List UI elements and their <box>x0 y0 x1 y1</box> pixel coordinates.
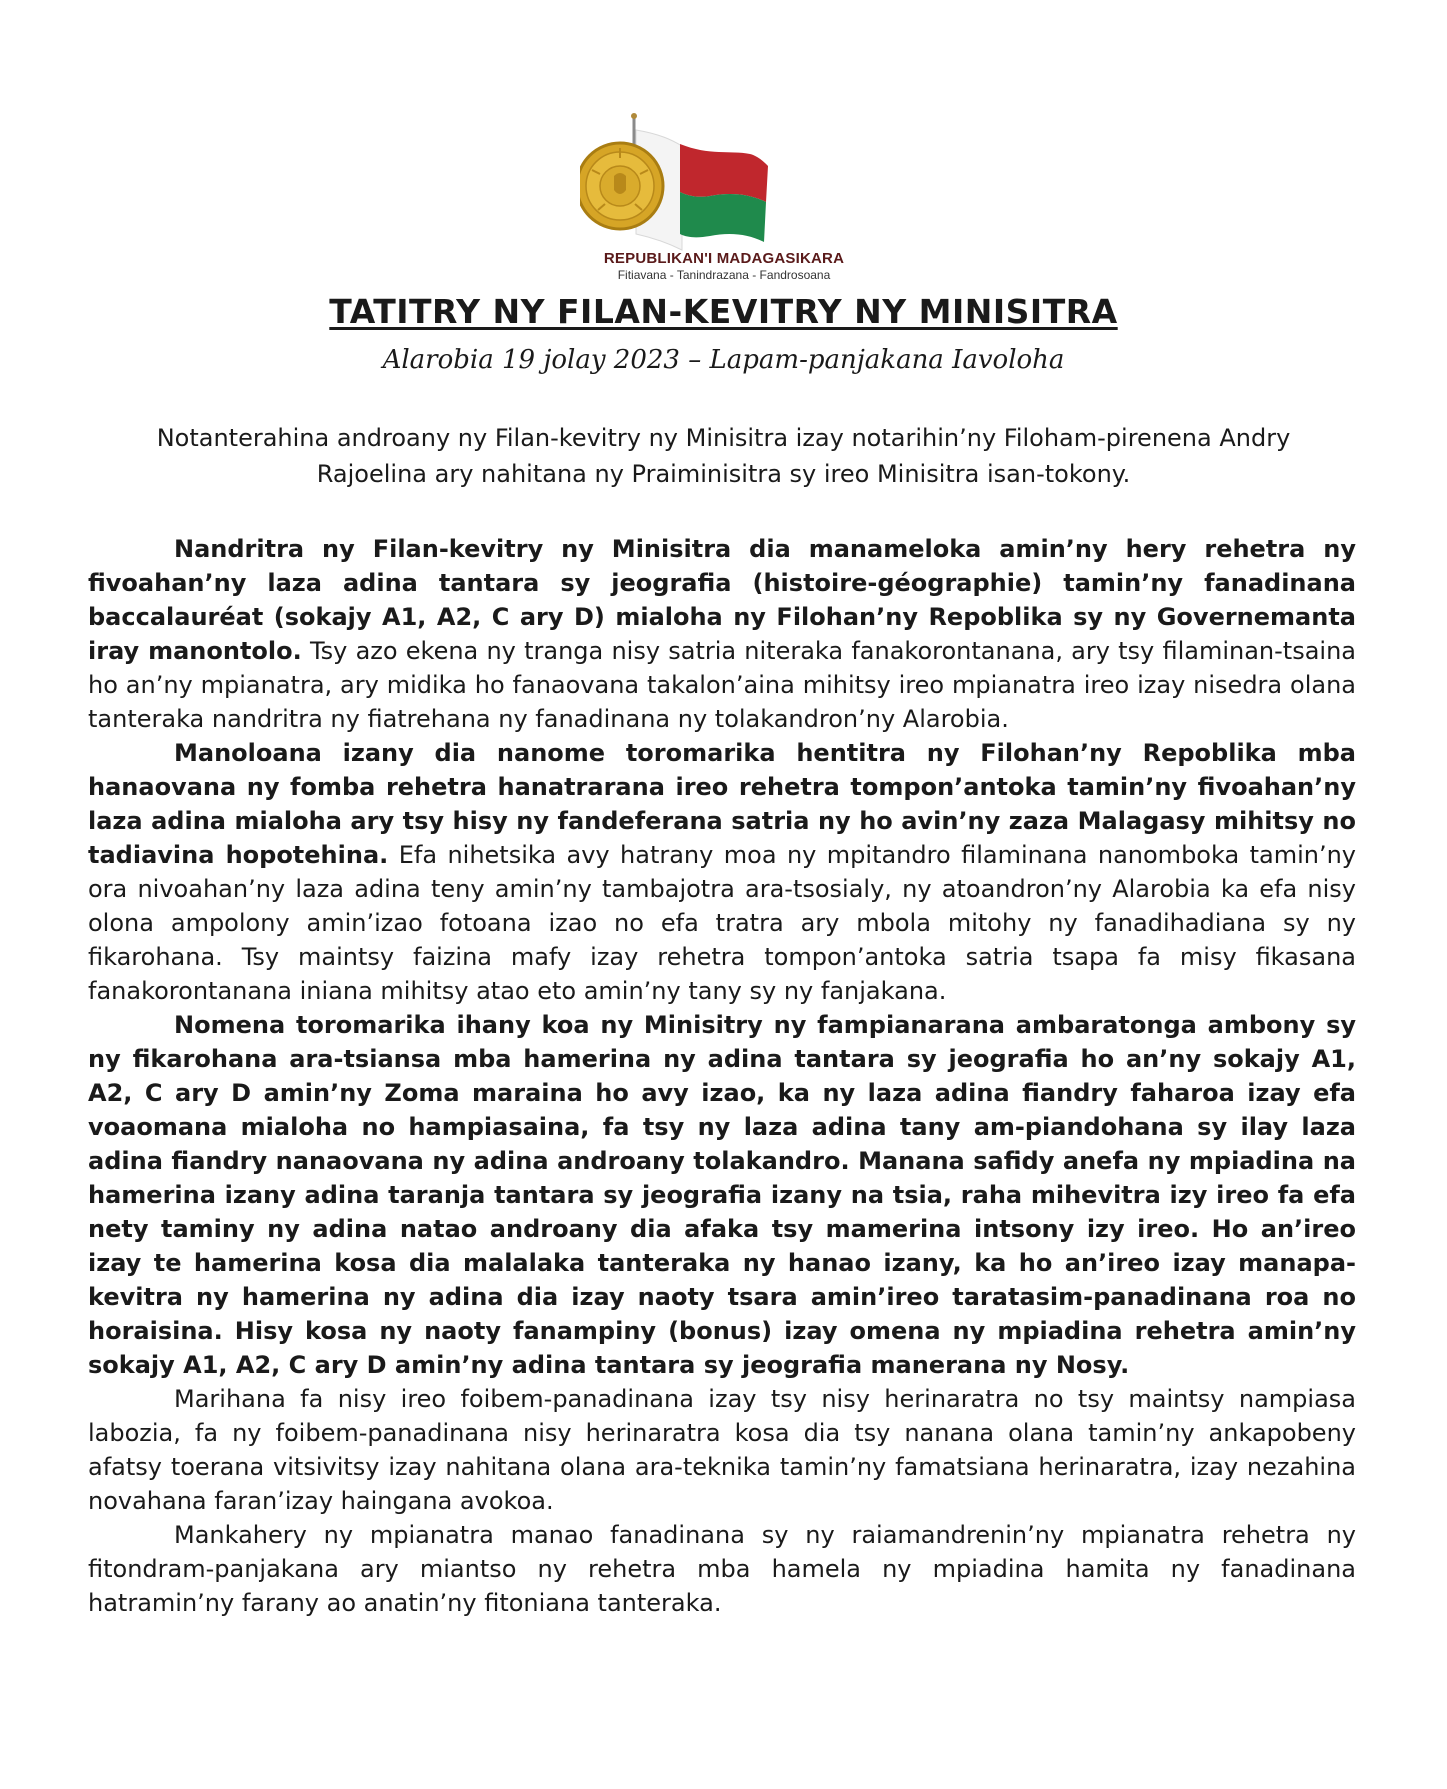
bold-lead: Nandritra ny Filan-kevitry ny Minisitra dia manameloka amin’ny hery rehetra ny fivoahan’ny laza adina tantara sy jeografia (histoire-géographie) tamin’ny fanadinana baccalauréat (sokajy A1, A2, C ary D) mialoha ny Filohan’ny Repoblika sy ny Governemanta iray manontolo. <box>88 535 1356 665</box>
document-body <box>88 532 1356 1620</box>
paragraph-text: Mankahery ny mpianatra manao fanadinana sy ny raiamandrenin’ny mpianatra rehetra ny fitondram-panjakana ary miantso ny rehetra mba hamela ny mpiadina hamita ny fanadinana hatramin’ny farany ao anatin’ny fitoniana tanteraka. <box>88 1521 1356 1617</box>
emblem-motto: Fitiavana - Tanindrazana - Fandrosoana <box>617 268 831 282</box>
intro-paragraph: Notanterahina androany ny Filan-kevitry ny Minisitra izay notarihin’ny Filoham-pirenena Andry Rajoelina ary nahitana ny Praiminisitra sy ireo Minisitra isan-tokony. <box>156 424 1291 488</box>
emblem-caption <box>520 250 928 282</box>
paragraph-text: Tsy azo ekena ny tranga nisy satria niteraka fanakorontanana, ary tsy filaminan-tsaina ho an’ny mpianatra, ary midika ho fanaovana takalon’aina mihitsy ireo mpianatra ireo izay nisedra olana tanteraka nandritra ny fiatrehana ny fanadinana ny tolakandron’ny Alarobia. <box>88 637 1356 733</box>
body-paragraph-1 <box>88 532 1356 736</box>
emblem-name: REPUBLIKAN'I MADAGASIKARA <box>603 250 845 267</box>
bold-lead: Manoloana izany dia nanome toromarika hentitra ny Filohan’ny Repoblika mba hanaovana ny fomba rehetra hanatrarana ireo rehetra tompon’antoka tamin’ny fivoahan’ny laza adina mialoha ary tsy hisy ny fandeferana satria ny ho avin’ny zaza Malagasy mihitsy no tadiavina hopotehina. <box>88 739 1356 869</box>
body-paragraph-5 <box>88 1518 1356 1620</box>
body-paragraph-4 <box>88 1382 1356 1518</box>
paragraph-text: Marihana fa nisy ireo foibem-panadinana izay tsy nisy herinaratra no tsy maintsy nampiasa labozia, fa ny foibem-panadinana nisy herinaratra kosa dia tsy nanana olana tamin’ny ankapobeny afatsy toerana vitsivitsy izay nahitana olana ara-teknika tamin’ny famatsiana herinaratra, izay nezahina novahana faran’izay haingana avokoa. <box>88 1385 1356 1515</box>
document-title: TATITRY NY FILAN-KEVITRY NY MINISITRA <box>329 292 1118 331</box>
bold-lead: Nomena toromarika ihany koa ny Minisitry ny fampianarana ambaratonga ambony sy ny fikarohana ara-tsiansa mba hamerina ny adina tantara sy jeografia ho an’ny sokajy A1, A2, C ary D amin’ny Zoma maraina ho avy izao, ka ny laza adina fiandry faharoa izay efa voaomana mialoha no hampiasaina, fa tsy ny laza adina tany am-piandohana sy ilay laza adina fiandry nanaovana ny adina androany tolakandro. Manana safidy anefa ny mpiadina na hamerina izany adina taranja tantara sy jeografia izany na tsia, raha mihevitra izy ireo fa efa nety taminy ny adina natao androany dia afaka tsy mamerina intsony izy ireo. Ho an’ireo izay te hamerina kosa dia malalaka tanteraka ny hanao izany, ka ho an’ireo izay manapa-kevitra ny hamerina ny adina dia izay naoty tsara amin’ireo taratasim-panadinana roa no horaisina. Hisy kosa ny naoty fanampiny (bonus) izay omena ny mpiadina rehetra amin’ny sokajy A1, A2, C ary D amin’ny adina tantara sy jeografia manerana ny Nosy. <box>88 1011 1356 1379</box>
body-paragraph-2 <box>88 736 1356 1008</box>
document-subtitle: Alarobia 19 jolay 2023 – Lapam-panjakana Iavoloha <box>382 345 1065 375</box>
paragraph-text: Efa nihetsika avy hatrany moa ny mpitandro filaminana nanomboka tamin’ny ora nivoahan’ny laza adina teny amin’ny tambajotra ara-tsosialy, ny atoandron’ny Alarobia ka efa nisy olona ampolony amin’izao fotoana izao no efa tratra ary mbola mitohy ny fanadihadiana sy ny fikarohana. Tsy maintsy faizina mafy izay rehetra tompon’antoka satria tsapa fa misy fikasana fanakorontanana iniana mihitsy atao eto amin’ny tany sy ny fanjakana. <box>88 841 1357 1005</box>
body-paragraph-3 <box>88 1008 1356 1382</box>
